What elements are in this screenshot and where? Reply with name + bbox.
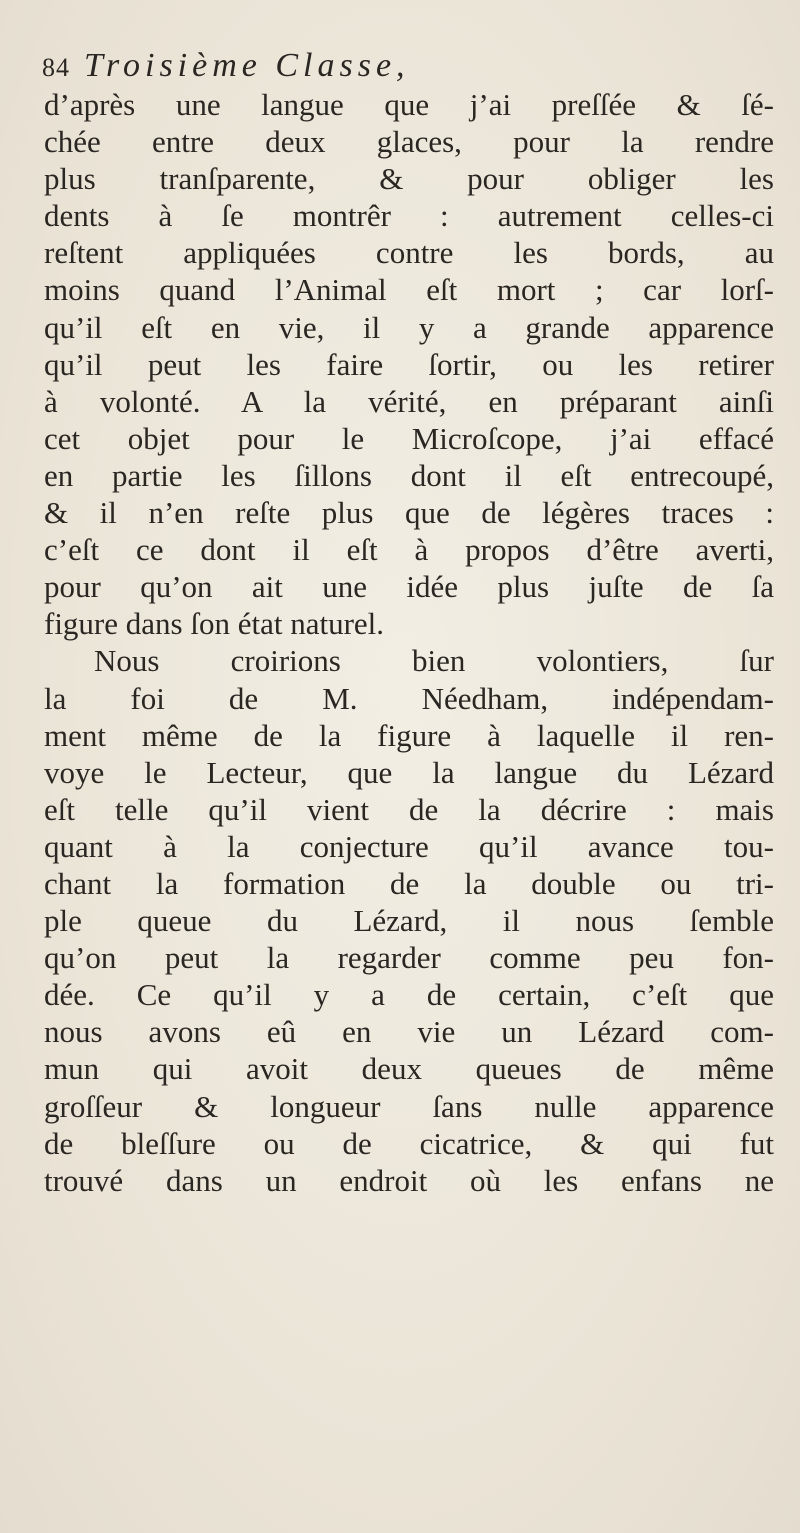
running-header [42,42,762,90]
text-line: reſtent appliquées contre les bords, au [44,235,774,271]
text-line: nous avons eû en vie un Lézard com- [44,1014,774,1050]
text-line: voye le Lecteur, que la langue du Lézard [44,754,774,790]
text-line: dents à ſe montrêr : autrement celles-ci [44,198,774,234]
text-line: mun qui avoit deux queues de même [44,1051,774,1087]
text-line: pour qu’on ait une idée plus juſte de ſa [44,569,774,605]
text-line: quant à la conjecture qu’il avance tou- [44,828,774,864]
text-line: cet objet pour le Microſcope, j’ai effacé [44,420,774,456]
text-line: la foi de M. Néedham, indépendam- [44,680,774,716]
text-line: moins quand l’Animal eſt mort ; car lorſ- [44,272,774,308]
text-line: dée. Ce qu’il y a de certain, c’eſt que [44,977,774,1013]
text-line: chant la formation de la double ou tri- [44,865,774,901]
page-number: 84 [42,53,70,82]
text-line: chée entre deux glaces, pour la rendre [44,124,774,160]
text-line: & il n’en reſte plus que de légères traces : [44,495,774,531]
paragraph-start-line: Nous croirions bien volontiers, ſur [94,643,774,679]
text-line: figure dans ſon état naturel. [44,606,385,642]
text-line: c’eſt ce dont il eſt à propos d’être averti, [44,532,774,568]
text-line: qu’il eſt en vie, il y a grande apparence [44,309,774,345]
text-line: de bleſſure ou de cicatrice, & qui fut [44,1125,774,1161]
text-line: à volonté. A la vérité, en préparant ainſi [44,383,774,419]
text-line: qu’il peut les faire ſortir, ou les retirer [44,346,774,382]
text-line: ment même de la figure à laquelle il ren- [44,717,774,753]
running-title: Troisième Classe, [84,47,410,84]
text-line: groſſeur & longueur ſans nulle apparence [44,1088,774,1124]
text-line: eſt telle qu’il vient de la décrire : mais [44,791,774,827]
text-line: trouvé dans un endroit où les enfans ne [44,1162,774,1198]
text-line: ple queue du Lézard, il nous ſemble [44,903,774,939]
text-line: plus tranſparente, & pour obliger les [44,161,774,197]
body-text [44,86,774,1199]
text-line: d’après une langue que j’ai preſſée & ſé- [44,87,774,122]
text-line: en partie les ſillons dont il eſt entrecoupé, [44,457,774,493]
text-line: qu’on peut la regarder comme peu fon- [44,940,774,976]
